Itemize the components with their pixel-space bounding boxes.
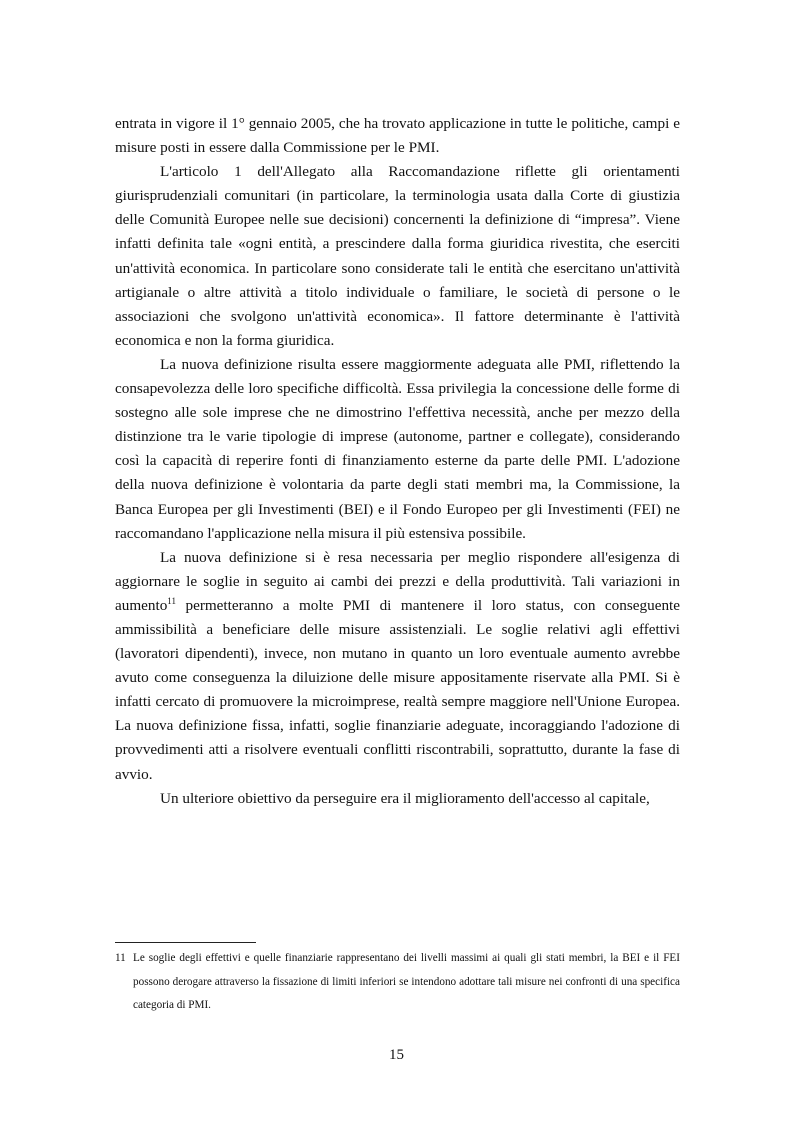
footnote-reference[interactable]: 11 — [167, 595, 176, 606]
page-number: 15 — [389, 1047, 404, 1063]
paragraph-3: La nuova definizione risulta essere maggiormente adeguata alle PMI, riflettendo la consapevolezza delle loro specifiche difficoltà. Essa privilegia la concessione delle forme di sostegno alle sole imprese che ne dimostrino l'effettiva necessità, anche per mezzo della distinzione tra le varie tipologie di imprese (autonome, partner e collegate), considerando così la capacità di reperire fonti di finanziamento esterne da parte delle PMI. L'adozione della nuova definizione è volontaria da parte degli stati membri ma, la Commissione, la Banca Europea per gli Investimenti (BEI) e il Fondo Europeo per gli Investimenti (FEI) ne raccomandano l'applicazione nella misura il più estensiva possibile. — [115, 355, 680, 542]
footnote — [115, 947, 680, 1018]
paragraph-4-after: permetteranno a molte PMI di mantenere il loro status, con conseguente ammissibilità a beneficiare delle misure assistenziali. Le soglie relativi agli effettivi (lavoratori dipendenti), invece, non mutano in quanto un loro eventuale aumento avrebbe avuto come conseguenza la diluizione delle misure appositamente riservate alla PMI. Si è infatti cercato di promuovere la microimprese, realtà sempre maggiore nell'Unione Europea. La nuova definizione fissa, infatti, soglie finanziarie adeguate, incoraggiando l'adozione di provvedimenti atti a risolvere eventuali conflitti riscontrabili, soprattutto, durante la fase di avvio. — [115, 596, 680, 783]
page-body — [115, 112, 680, 811]
footnote-text: Le soglie degli effettivi e quelle finanziarie rappresentano dei livelli massimi ai quali gli stati membri, la BEI e il FEI possono derogare attraverso la fissazione di limiti inferiori se intendono adottare tali misure nei confronti di una specifica categoria di PMI. — [133, 952, 680, 1011]
paragraph-1: entrata in vigore il 1° gennaio 2005, che ha trovato applicazione in tutte le politiche, campi e misure posti in essere dalla Commissione per le PMI. — [115, 115, 680, 157]
footnote-number: 11 — [115, 952, 126, 964]
paragraph-4 — [115, 546, 680, 787]
paragraph-5: Un ulteriore obiettivo da perseguire era il miglioramento dell'accesso al capitale, — [160, 789, 650, 807]
paragraph-4-before: La nuova definizione si è resa necessaria per meglio rispondere all'esigenza di aggiornare le soglie in seguito ai cambi dei prezzi e della produttività. Tali variazioni in aumento — [115, 548, 680, 614]
paragraph-2: L'articolo 1 dell'Allegato alla Raccomandazione riflette gli orientamenti giurisprudenziali comunitari (in particolare, la terminologia usata dalla Corte di giustizia delle Comunità Europee nelle sue decisioni) concernenti la definizione di “impresa”. Viene infatti definita tale «ogni entità, a prescindere dalla forma giuridica rivestita, che eserciti un'attività economica. In particolare sono considerate tali le entità che esercitano un'attività artigianale o altre attività a titolo individuale o familiare, le società di persone o le associazioni che svolgono un'attività economica». Il fattore determinante è l'attività economica e non la forma giuridica. — [115, 163, 680, 349]
footnote-separator — [115, 942, 256, 943]
